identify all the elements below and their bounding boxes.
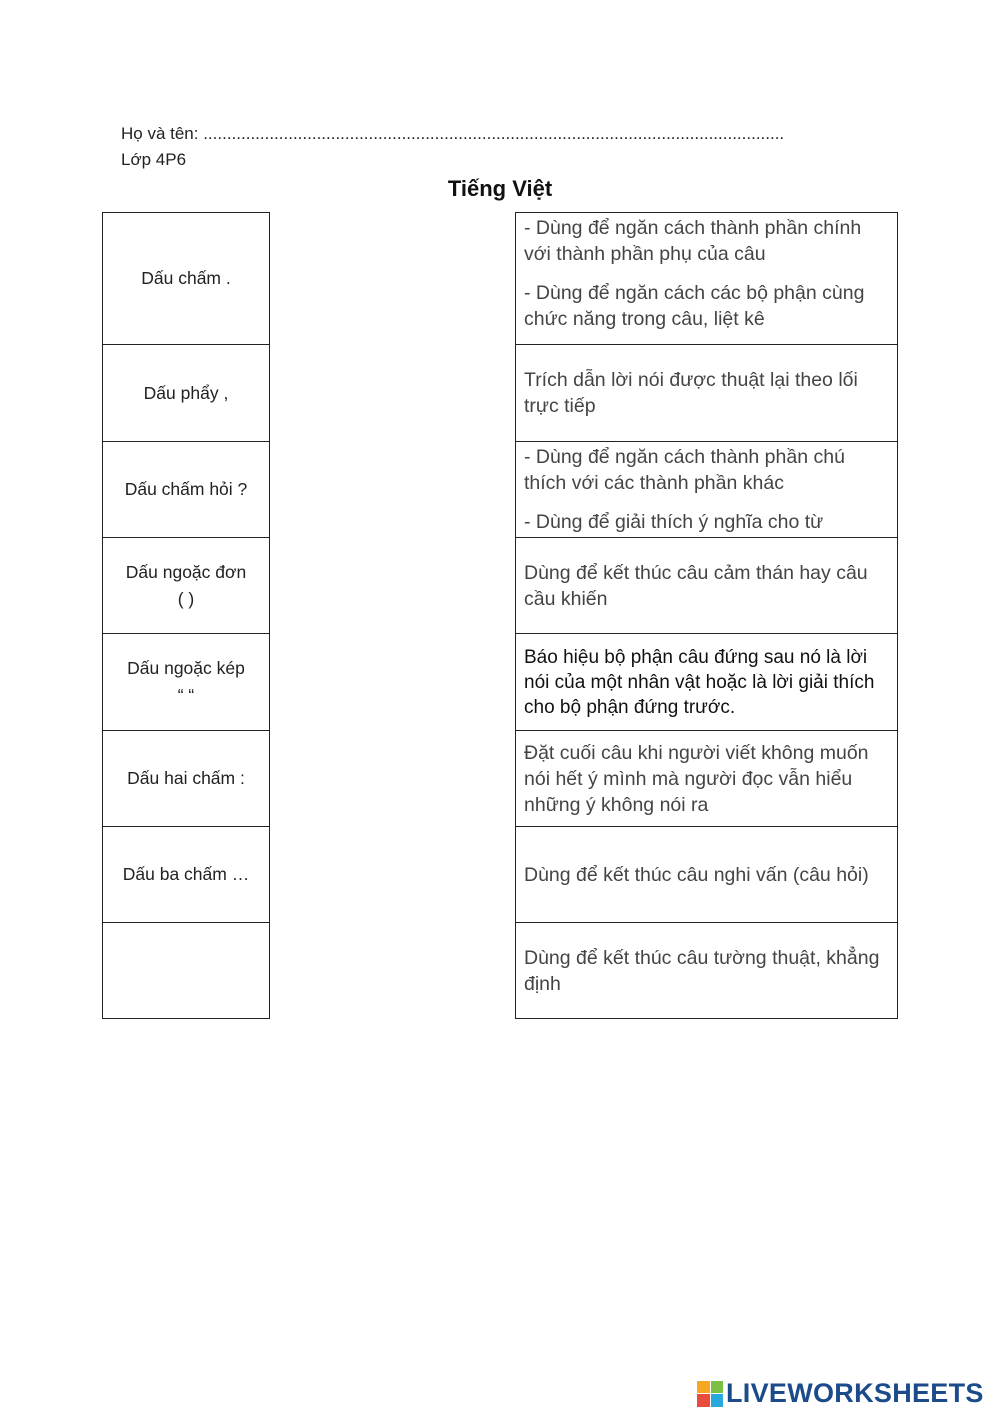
punctuation-item-empty[interactable]: [103, 923, 269, 1019]
punctuation-item-question-mark[interactable]: [103, 442, 269, 538]
punctuation-item-parentheses[interactable]: [103, 538, 269, 634]
usage-item-8[interactable]: [516, 923, 897, 1019]
name-field-line: Họ và tên: ...........................................................................................................................: [121, 124, 785, 143]
usage-item-4[interactable]: [516, 538, 897, 634]
usage-text: Đặt cuối câu khi người viết không muốn nói hết ý mình mà người đọc vẫn hiểu những ý không nói ra: [524, 741, 869, 816]
logo-square: [711, 1394, 724, 1407]
logo-grid-icon: [697, 1381, 723, 1407]
punctuation-item-full-stop[interactable]: [103, 213, 269, 345]
usage-text: Trích dẫn lời nói được thuật lại theo lối trực tiếp: [524, 369, 858, 417]
usage-text: Dùng để kết thúc câu nghi vấn (câu hỏi): [524, 863, 869, 886]
liveworksheets-logo: [697, 1378, 984, 1409]
punctuation-label: Dấu phẩy ,: [143, 382, 229, 403]
punctuation-label: Dấu chấm hỏi ?: [124, 479, 248, 499]
logo-square: [697, 1381, 710, 1394]
usage-text: Dùng để kết thúc câu cảm thán hay câu cầu khiến: [524, 561, 868, 610]
punctuation-label: Dấu chấm .: [141, 268, 231, 288]
usage-item-3[interactable]: [516, 442, 897, 538]
punctuation-label: Dấu ba chấm …: [122, 864, 250, 884]
usage-item-1[interactable]: [516, 213, 897, 345]
usage-column: [515, 212, 898, 1019]
usage-item-6[interactable]: [516, 731, 897, 827]
usage-text: - Dùng để ngăn cách thành phần chú thích với các thành phần khác: [524, 446, 845, 494]
usage-text: - Dùng để ngăn cách thành phần chính với thành phần phụ của câu: [524, 217, 862, 265]
punctuation-label: Dấu ngoặc kép “ “: [127, 658, 245, 705]
usage-text: - Dùng để giải thích ý nghĩa cho từ: [524, 511, 824, 533]
punctuation-item-colon[interactable]: [103, 731, 269, 827]
logo-text: LIVEWORKSHEETS: [726, 1378, 984, 1408]
usage-item-2[interactable]: [516, 345, 897, 442]
punctuation-item-quotation-marks[interactable]: [103, 634, 269, 731]
punctuation-column: [102, 212, 270, 1019]
logo-square: [711, 1381, 724, 1394]
usage-text: - Dùng để ngăn cách các bộ phận cùng chức năng trong câu, liệt kê: [524, 282, 865, 330]
punctuation-item-comma[interactable]: [103, 345, 269, 442]
logo-square: [697, 1394, 710, 1407]
usage-text: Báo hiệu bộ phận câu đứng sau nó là lời nói của một nhân vật hoặc là lời giải thích cho bộ phận đứng trước.: [524, 646, 875, 718]
usage-item-7[interactable]: [516, 827, 897, 923]
punctuation-label: Dấu ngoặc đơn ( ): [125, 561, 247, 609]
usage-text: Dùng để kết thúc câu tường thuật, khẳng định: [524, 946, 880, 995]
punctuation-item-ellipsis[interactable]: [103, 827, 269, 923]
page-title: Tiếng Việt: [447, 176, 553, 201]
usage-item-5[interactable]: [516, 634, 897, 731]
punctuation-label: Dấu hai chấm :: [127, 768, 245, 788]
class-label: Lớp 4P6: [121, 150, 187, 169]
